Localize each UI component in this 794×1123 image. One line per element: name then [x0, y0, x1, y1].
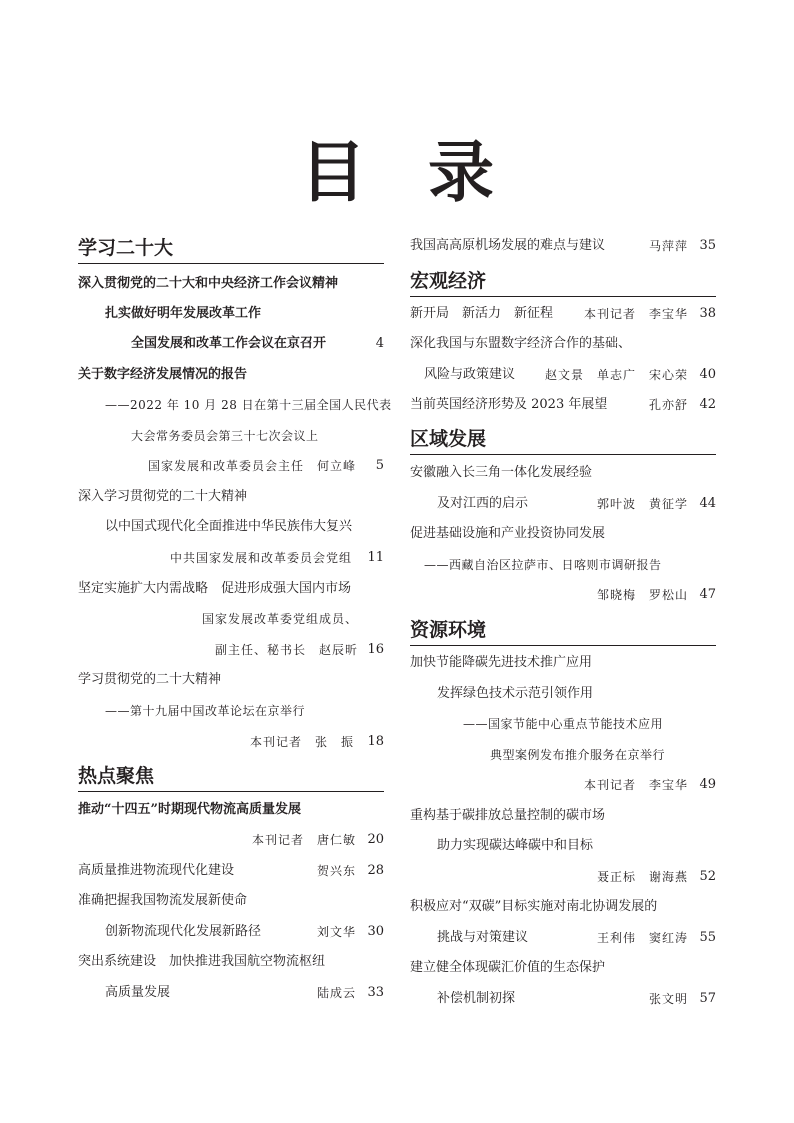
page-number: 42 [699, 397, 716, 412]
entry-author: 国家发展改革委党组成员、 [201, 612, 358, 626]
toc-entry[interactable] [78, 668, 384, 692]
entry-title: 新开局 新活力 新征程 [410, 306, 554, 321]
entry-author: 国家发展和改革委员会主任 何立峰 [147, 459, 356, 473]
toc-entry[interactable] [78, 828, 384, 852]
entry-title: 挑战与对策建议 [437, 930, 529, 945]
page-number: 52 [699, 869, 716, 884]
entry-author: 张文明 [648, 992, 688, 1006]
entry-author: 赵文景 单志广 宋心荣 [544, 368, 688, 382]
page-number: 49 [699, 777, 716, 792]
entry-title: 发挥绿色技术示范引领作用 [437, 686, 594, 701]
page-number: 18 [367, 734, 384, 749]
entry-title: 学习贯彻党的二十大精神 [78, 672, 222, 687]
toc-entry[interactable] [78, 546, 384, 570]
page-number: 33 [367, 985, 384, 1000]
entry-author: 邹晓梅 罗松山 [596, 588, 688, 602]
toc-entry[interactable] [78, 363, 384, 387]
entry-title: 准确把握我国物流发展新使命 [78, 893, 248, 908]
toc-entry[interactable] [78, 920, 384, 944]
entry-title: 我国高高原机场发展的难点与建议 [410, 238, 606, 253]
section-heading: 热点聚焦 [78, 762, 384, 792]
entry-title: 及对江西的启示 [437, 496, 529, 511]
toc-entry[interactable] [78, 859, 384, 883]
toc-entry[interactable] [78, 699, 384, 723]
toc-entry[interactable] [410, 895, 716, 919]
entry-author: 刘文华 [316, 925, 356, 939]
toc-entry[interactable] [78, 730, 384, 754]
toc-entry[interactable] [78, 515, 384, 539]
toc-entry[interactable] [410, 393, 716, 417]
section-heading: 学习二十大 [78, 234, 384, 264]
entry-title: 深入学习贯彻党的二十大精神 [78, 489, 248, 504]
toc-entry[interactable] [78, 454, 384, 478]
entry-title: 以中国式现代化全面推进中华民族伟大复兴 [105, 519, 353, 534]
page-number: 44 [699, 496, 716, 511]
toc-entry[interactable] [410, 302, 716, 326]
toc-entry[interactable] [78, 798, 384, 822]
toc-entry[interactable] [410, 651, 716, 675]
page-number: 20 [367, 832, 384, 847]
toc-entry[interactable] [410, 234, 716, 258]
page-number: 4 [375, 336, 384, 351]
toc-entry[interactable] [410, 987, 716, 1011]
entry-author: 王利伟 窦红涛 [596, 931, 688, 945]
entry-title: 重构基于碳排放总量控制的碳市场 [410, 808, 606, 823]
page-number: 30 [367, 924, 384, 939]
entry-subtitle: 大会常务委员会第三十七次会议上 [131, 429, 319, 443]
entry-title: 风险与政策建议 [424, 367, 516, 382]
entry-author: 本刊记者 李宝华 [583, 778, 688, 792]
toc-entry[interactable] [78, 638, 384, 662]
entry-title: 积极应对“双碳”目标实施对南北协调发展的 [410, 899, 658, 914]
toc-entry[interactable] [410, 926, 716, 950]
entry-title: 关于数字经济发展情况的报告 [78, 367, 248, 382]
entry-title: 推动“十四五”时期现代物流高质量发展 [78, 802, 301, 817]
entry-title: 安徽融入长三角一体化发展经验 [410, 465, 593, 480]
section-heading: 区域发展 [410, 425, 716, 455]
page-number: 28 [367, 863, 384, 878]
page-number: 55 [699, 930, 716, 945]
page-number: 47 [699, 587, 716, 602]
page-number: 35 [699, 238, 716, 253]
entry-title: 加快节能降碳先进技术推广应用 [410, 655, 593, 670]
entry-author: 中共国家发展和改革委员会党组 [169, 551, 352, 565]
toc-entry[interactable] [78, 424, 384, 448]
entry-title: 突出系统建设 加快推进我国航空物流枢纽 [78, 954, 326, 969]
page-title-char-2: 录 [428, 133, 494, 211]
page-title-char-1: 目 [300, 133, 366, 211]
entry-title: 全国发展和改革工作会议在京召开 [131, 336, 327, 351]
toc-entry[interactable] [78, 272, 384, 296]
entry-title: 高质量发展 [105, 985, 171, 1000]
page-number: 57 [699, 991, 716, 1006]
toc-entry[interactable] [410, 522, 716, 546]
page-number: 11 [367, 550, 384, 565]
entry-title: 创新物流现代化发展新路径 [105, 924, 262, 939]
entry-author: 马萍萍 [648, 239, 688, 253]
entry-title: 扎实做好明年发展改革工作 [105, 306, 262, 321]
toc-entry[interactable] [410, 492, 716, 516]
entry-author: 聂正标 谢海燕 [596, 870, 688, 884]
toc-entry[interactable] [410, 583, 716, 607]
entry-title: 高质量推进物流现代化建设 [78, 863, 235, 878]
entry-subtitle: ——国家节能中心重点节能技术应用 [463, 717, 664, 731]
entry-subtitle: ——2022 年 10 月 28 日在第十三届全国人民代表 [105, 398, 392, 412]
toc-entry[interactable] [410, 804, 716, 828]
entry-subtitle: ——第十九届中国改革论坛在京举行 [105, 704, 306, 718]
toc-entry[interactable] [410, 834, 716, 858]
toc-entry[interactable] [78, 485, 384, 509]
toc-entry[interactable] [410, 743, 716, 767]
toc-entry[interactable] [410, 956, 716, 980]
toc-entry[interactable] [78, 950, 384, 974]
entry-title: 深化我国与东盟数字经济合作的基础、 [410, 336, 632, 351]
entry-title: 深入贯彻党的二十大和中央经济工作会议精神 [78, 276, 339, 291]
entry-title: 建立健全体现碳汇价值的生态保护 [410, 960, 606, 975]
page-number: 38 [699, 306, 716, 321]
entry-author: 郭叶波 黄征学 [596, 497, 688, 511]
page-number: 40 [699, 367, 716, 382]
entry-title: 促进基础设施和产业投资协同发展 [410, 526, 606, 541]
entry-title: 补偿机制初探 [437, 991, 516, 1006]
entry-author: 副主任、秘书长 赵辰昕 [214, 643, 358, 657]
toc-entry[interactable] [410, 712, 716, 736]
page-title [0, 132, 794, 212]
toc-entry[interactable] [78, 332, 384, 356]
toc-entry[interactable] [410, 461, 716, 485]
section-heading: 宏观经济 [410, 267, 716, 297]
section-heading: 资源环境 [410, 616, 716, 646]
toc-entry[interactable] [78, 981, 384, 1005]
toc-entry[interactable] [78, 302, 384, 326]
entry-subtitle: ——西藏自治区拉萨市、日喀则市调研报告 [424, 558, 662, 572]
entry-title: 助力实现碳达峰碳中和目标 [437, 838, 594, 853]
toc-entry[interactable] [78, 889, 384, 913]
toc-entry[interactable] [410, 773, 716, 797]
entry-author: 陆成云 [316, 986, 356, 1000]
toc-entry[interactable] [78, 607, 384, 631]
entry-subtitle: 典型案例发布推介服务在京举行 [490, 748, 666, 762]
toc-entry[interactable] [410, 332, 716, 356]
page-number: 16 [367, 642, 384, 657]
toc-entry[interactable] [410, 553, 716, 577]
entry-author: 孔亦舒 [648, 398, 688, 412]
toc-entry[interactable] [410, 865, 716, 889]
entry-author: 本刊记者 张 振 [249, 735, 354, 749]
entry-author: 本刊记者 唐仁敏 [251, 833, 356, 847]
toc-entry[interactable] [410, 363, 716, 387]
entry-author: 贺兴东 [316, 864, 356, 878]
entry-title: 当前英国经济形势及 2023 年展望 [410, 397, 608, 412]
entry-title: 坚定实施扩大内需战略 促进形成强大国内市场 [78, 581, 352, 596]
toc-entry[interactable] [410, 682, 716, 706]
toc-entry[interactable] [78, 577, 384, 601]
toc-entry[interactable] [78, 393, 392, 417]
page-number: 5 [375, 458, 384, 473]
entry-author: 本刊记者 李宝华 [583, 307, 688, 321]
